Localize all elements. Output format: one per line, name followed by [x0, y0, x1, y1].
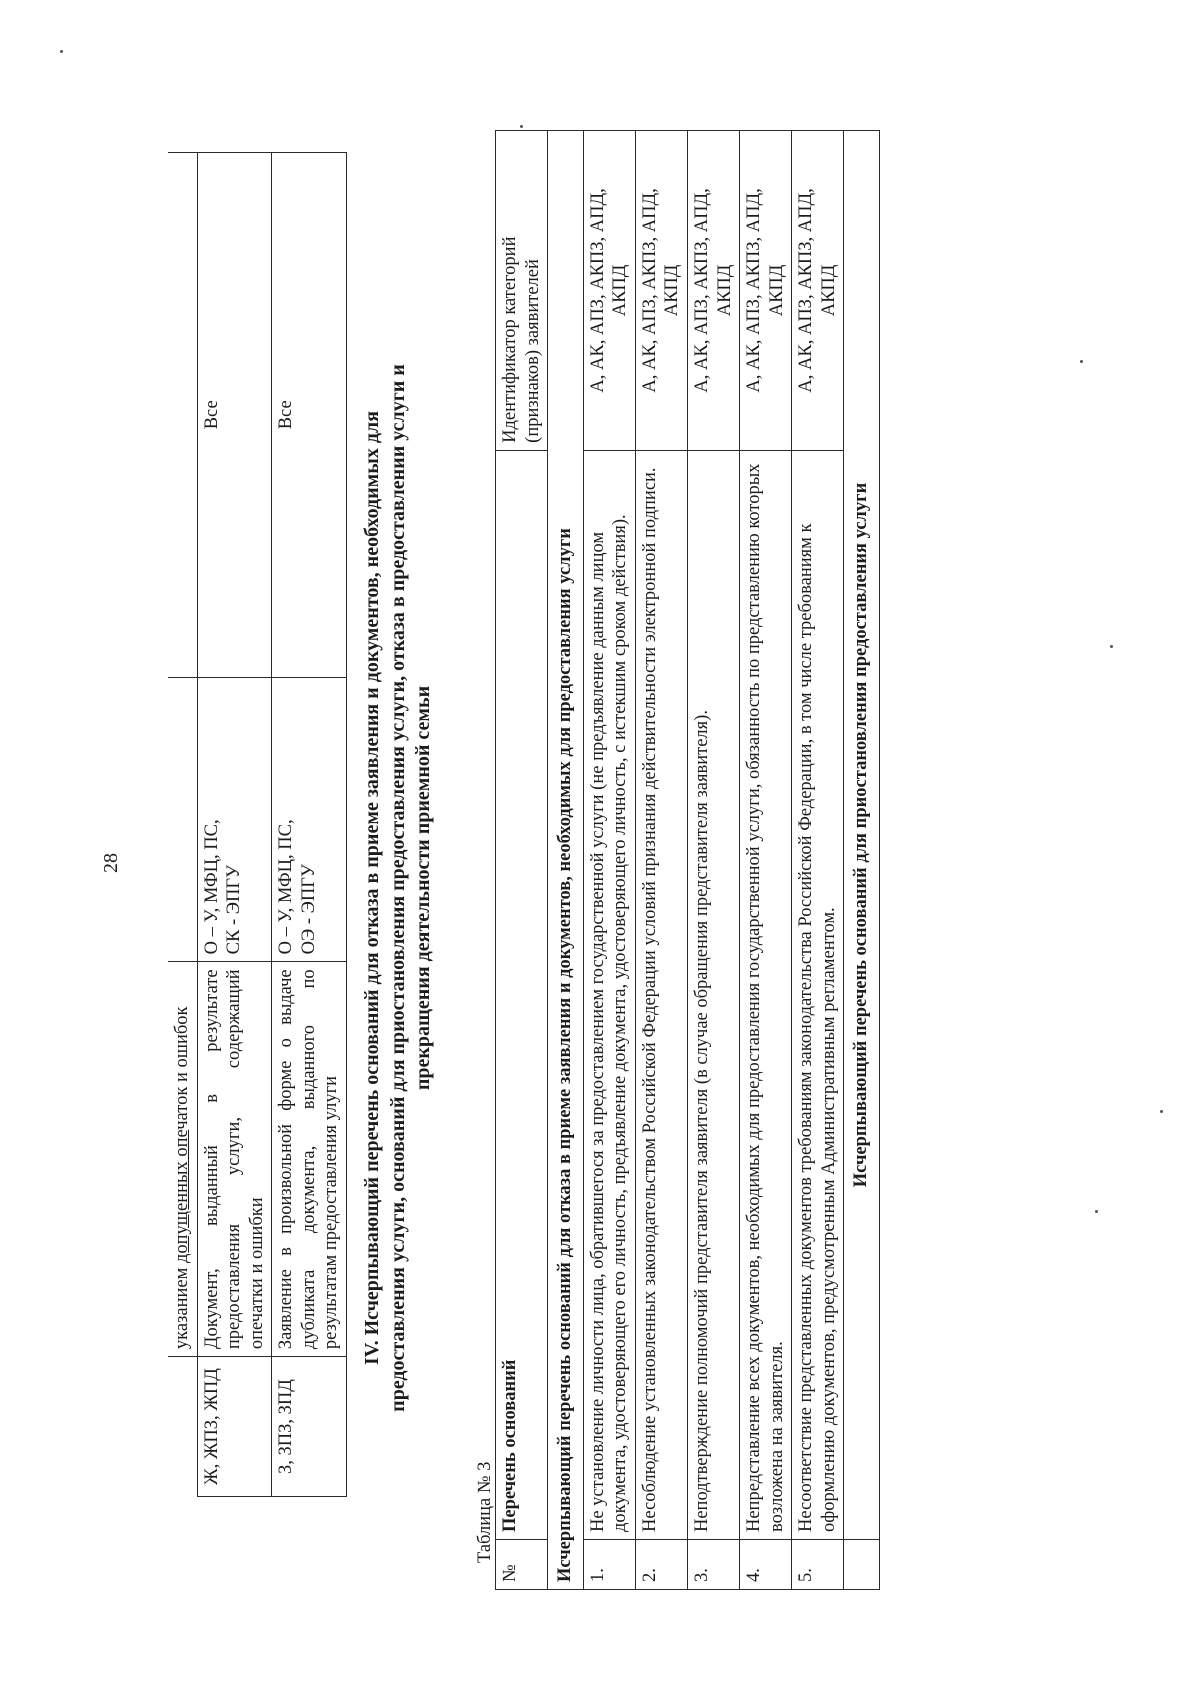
table-row [272, 153, 347, 1497]
column-header-ids [496, 131, 548, 451]
row-text: Не установление личности лица, обратившегося за предоставлением государственной услуги (не предъявление данным лицом документа, удостоверяющего его личность, предъявление документа, удостоверяющего личность, с истекшим сроком действия). [583, 450, 635, 1539]
row-ids-line: А, АК, АПЗ, АКПЗ, АПД, [796, 188, 817, 393]
applicants-cell: Все [197, 153, 272, 678]
row-ids-line: АКПД [714, 264, 735, 317]
row-number: 3. [687, 1540, 739, 1590]
row-ids [583, 131, 635, 451]
table-row [197, 153, 272, 1497]
column-header-ids-line: (признаков) заявителей [522, 259, 543, 443]
channels-line: О – У, МФЦ, ПС, [201, 819, 222, 955]
row-text: Неподтверждение полномочий представителя заявителя (в случае обращения представителя заявителя). [687, 450, 739, 1539]
description-cell [272, 962, 347, 1357]
applicants-cell: Все [272, 153, 347, 678]
description-cell [197, 962, 272, 1357]
scan-speck [1110, 645, 1113, 648]
scan-speck [60, 50, 63, 53]
scan-speck [1160, 1110, 1163, 1113]
table-row [635, 131, 687, 1590]
column-header-ids-line: Идентификатор категорий [500, 236, 520, 443]
channels-line: О – У, МФЦ, ПС, [276, 819, 297, 955]
subheading-refusal: Исчерпывающий перечень оснований для отказа в приеме заявления и документов, необходимых для предоставления услуги [548, 131, 584, 1590]
description-line: Заявление в произвольной форме о выдаче [276, 969, 297, 1350]
description-line: предоставления услуги, содержащий [224, 969, 245, 1350]
description-line: Документ, выданный в результате [201, 969, 222, 1350]
channels-line: СК - ЭПГУ [224, 864, 245, 955]
section-heading-line: прекращения деятельности приемной семьи [412, 685, 435, 1091]
header-continuation-underlined: допущенных опе [172, 1129, 192, 1264]
subheading-row [548, 131, 584, 1590]
continuation-table [168, 152, 347, 1497]
channels-cell [197, 677, 272, 962]
code-cell: З, ЗПЗ, ЗПД [272, 1357, 347, 1497]
row-number: 5. [792, 1540, 844, 1590]
subheading-row [844, 131, 880, 1590]
column-header-grounds: Перечень оснований [496, 450, 548, 1539]
row-ids-line: АКПД [610, 264, 631, 317]
table-row [740, 131, 792, 1590]
table-row [687, 131, 739, 1590]
table-cell [844, 1540, 880, 1590]
row-ids-line: АКПД [818, 264, 839, 317]
table-cell [168, 962, 197, 1357]
row-ids-line: А, АК, АПЗ, АКПЗ, АПД, [639, 188, 660, 393]
description-line: дубликата документа, выданного по [298, 969, 319, 1350]
section-heading [360, 323, 437, 1453]
table-row [792, 131, 844, 1590]
column-header-number: № [496, 1540, 548, 1590]
row-ids-line: АКПД [766, 264, 787, 317]
table-row [583, 131, 635, 1590]
subheading-suspension: Исчерпывающий перечень оснований для приостановления предоставления услуги [844, 131, 880, 1540]
row-ids [792, 131, 844, 451]
scan-speck [1080, 360, 1083, 363]
row-ids [687, 131, 739, 451]
header-continuation-prefix: указанием [172, 1263, 192, 1350]
row-ids-line: А, АК, АПЗ, АКПЗ, АПД, [587, 188, 608, 393]
row-text: Несоблюдение установленных законодательством Российской Федерации условий признания действительности электронной подписи. [635, 450, 687, 1539]
table-caption: Таблица № 3 [475, 1461, 495, 1563]
channels-line: ОЭ - ЭПГУ [298, 863, 319, 955]
grounds-table [495, 130, 880, 1590]
section-heading-line: предоставления услуги, оснований для приостановления предоставления услуги, отказа в предоставлении услуги и [386, 364, 409, 1412]
row-ids [635, 131, 687, 451]
channels-cell [272, 677, 347, 962]
table-cell [168, 1357, 197, 1497]
row-number: 1. [583, 1540, 635, 1590]
table-cell [168, 677, 197, 962]
row-ids-line: АКПД [662, 264, 683, 317]
table-header-row [496, 131, 548, 1590]
row-ids [740, 131, 792, 451]
description-line: результатам предоставления улуги [321, 1075, 342, 1350]
page-number: 28 [100, 853, 122, 873]
row-number: 2. [635, 1540, 687, 1590]
scan-speck [520, 125, 523, 128]
section-heading-line: IV. Исчерпывающий перечень оснований для отказа в приеме заявления и документов, необходимых для [361, 410, 383, 1366]
header-continuation-suffix: чаток и ошибок [172, 1006, 192, 1130]
table-row [168, 153, 197, 1497]
scan-speck [1095, 1210, 1098, 1213]
description-line: опечатки и ошибки [246, 1197, 267, 1350]
row-number: 4. [740, 1540, 792, 1590]
row-ids-line: А, АК, АПЗ, АКПЗ, АПД, [691, 188, 712, 393]
table-cell [168, 153, 197, 678]
row-text: Несоответствие представленных документов требованиям законодательства Российской Федерации, в том числе требованиям к оформлению документов, предусмотренным Административным регламентом. [792, 450, 844, 1539]
code-cell: Ж, ЖПЗ, ЖПД [197, 1357, 272, 1497]
row-text: Непредставление всех документов, необходимых для предоставления государственной услуги, обязанность по представлению которых возложена на заявителя. [740, 450, 792, 1539]
row-ids-line: А, АК, АПЗ, АКПЗ, АПД, [744, 188, 765, 393]
